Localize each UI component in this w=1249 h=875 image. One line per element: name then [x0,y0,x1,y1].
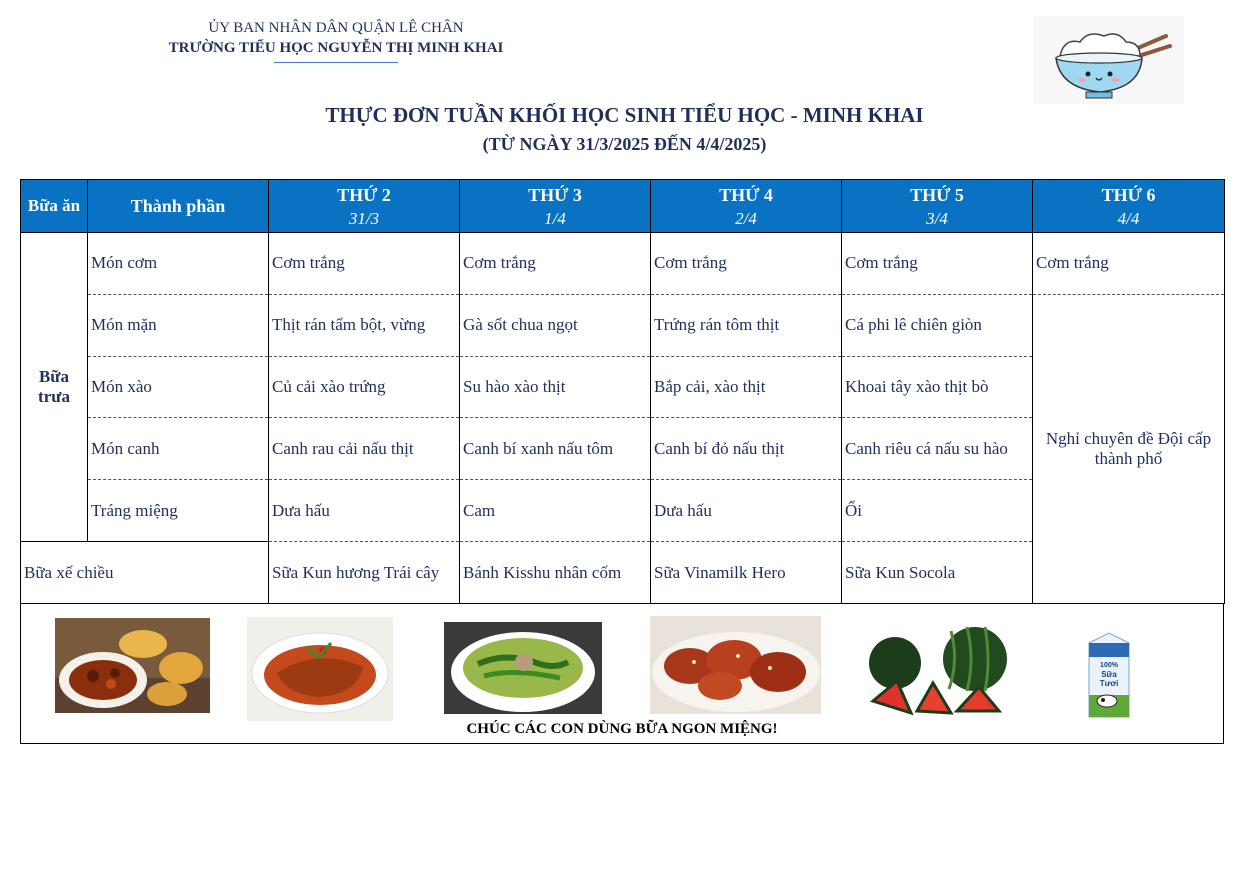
meal-lunch-label: Bữa trưa [21,233,88,542]
weekly-menu-table [20,179,1225,604]
menu-cell: Khoai tây xào thịt bò [842,356,1033,418]
vegetable-soup-photo [444,622,602,714]
menu-cell: Cơm trắng [1033,233,1225,295]
meal-snack-label: Bữa xế chiều [21,542,269,604]
header-rule [274,62,398,63]
component-label: Món mặn [88,294,269,356]
col-header-friday [1033,180,1225,233]
sweet-sour-chicken-photo [650,616,821,714]
friday-note: Nghỉ chuyên đề Đội cấp thành phố [1033,294,1225,603]
menu-cell: Canh rau cải nấu thịt [269,418,460,480]
col-header-tuesday [460,180,651,233]
rice-bowl-icon [1034,16,1184,104]
menu-cell: Dưa hấu [651,480,842,542]
menu-cell: Canh bí xanh nấu tôm [460,418,651,480]
page-title: THỰC ĐƠN TUẦN KHỐI HỌC SINH TIỂU HỌC - MINH KHAI [325,103,924,127]
menu-cell: Cá phi lê chiên giòn [842,294,1033,356]
menu-cell: Gà sốt chua ngọt [460,294,651,356]
date-range: (TỪ NGÀY 31/3/2025 ĐẾN 4/4/2025) [482,134,767,154]
menu-cell: Thịt rán tẩm bột, vừng [269,294,460,356]
day-name: THỨ 3 [528,185,582,205]
fried-fish-tomato-sauce-photo [247,617,393,721]
day-date: 31/3 [348,209,380,228]
day-date: 4/4 [1117,209,1140,228]
menu-cell: Cơm trắng [269,233,460,295]
table-row [21,233,1225,295]
menu-cell: Bắp cải, xào thịt [651,356,842,418]
menu-cell: Cơm trắng [460,233,651,295]
col-header-thursday [842,180,1033,233]
col-header-monday [269,180,460,233]
col-header-wednesday [651,180,842,233]
day-name: THỨ 6 [1101,185,1156,205]
school-header [150,18,522,63]
food-gallery [20,603,1224,744]
menu-cell: Cơm trắng [651,233,842,295]
component-label: Tráng miệng [88,480,269,542]
menu-cell: Sữa Kun Socola [842,542,1033,604]
watermelon-photo [867,621,1011,719]
day-date: 2/4 [735,209,757,228]
milk-label-bot: Tươi [1099,679,1119,688]
menu-cell: Su hào xào thịt [460,356,651,418]
table-row [21,294,1225,356]
footer-message: CHÚC CÁC CON DÙNG BỮA NGON MIỆNG! [466,721,778,737]
col-header-component: Thành phần [88,180,269,233]
table-header-row [21,180,1225,233]
org-line-1: ỦY BAN NHÂN DÂN QUẬN LÊ CHÂN [208,20,464,36]
milk-label-mid: Sữa [1101,670,1117,679]
menu-cell: Cam [460,480,651,542]
menu-cell: Ổi [842,480,1033,542]
menu-cell: Canh riêu cá nấu su hào [842,418,1033,480]
day-name: THỨ 2 [337,185,391,205]
component-label: Món cơm [88,233,269,295]
component-label: Món xào [88,356,269,418]
menu-cell: Trứng rán tôm thịt [651,294,842,356]
milk-carton-photo [1085,629,1133,721]
menu-cell: Cơm trắng [842,233,1033,295]
milk-label-top: 100% [1100,662,1118,669]
day-name: THỨ 4 [719,185,773,205]
menu-cell: Dưa hấu [269,480,460,542]
col-header-meal: Bữa ăn [21,180,88,233]
day-date: 3/4 [926,209,948,228]
menu-cell: Sữa Vinamilk Hero [651,542,842,604]
menu-cell: Củ cải xào trứng [269,356,460,418]
day-name: THỨ 5 [910,185,964,205]
org-line-2: TRƯỜNG TIỂU HỌC NGUYỄN THỊ MINH KHAI [168,40,504,56]
menu-cell: Sữa Kun hương Trái cây [269,542,460,604]
menu-cell: Bánh Kisshu nhân cốm [460,542,651,604]
menu-cell: Canh bí đỏ nấu thịt [651,418,842,480]
day-date: 1/4 [544,209,566,228]
component-label: Món canh [88,418,269,480]
beef-stew-bread-photo [55,618,210,713]
